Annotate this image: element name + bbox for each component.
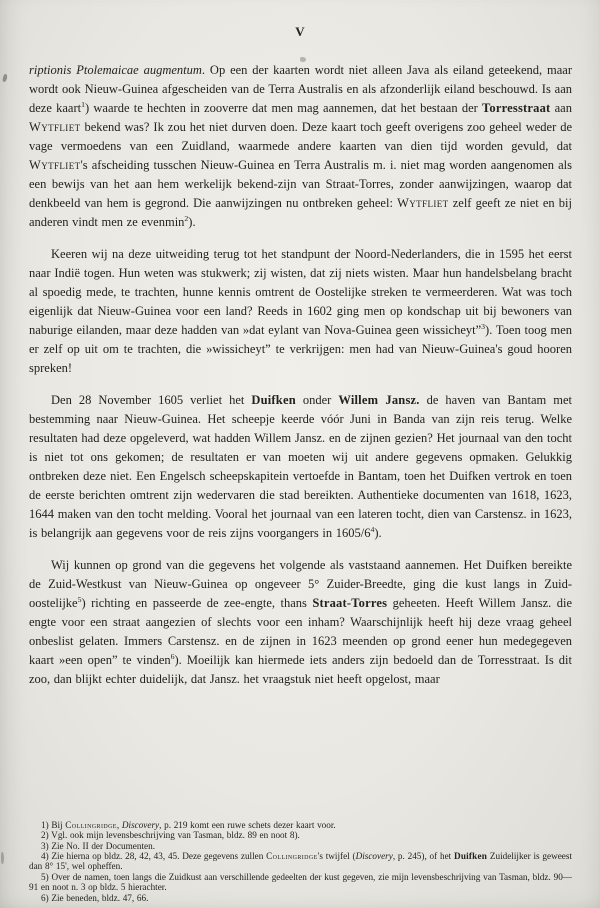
paragraph-1: riptionis Ptolemaicae augmentum. Op een der kaarten wordt niet alleen Java als eiland geteekend, maar wordt ook Nieuw-Guinea afgescheiden van de Terra Australis en als afzonderlijk eiland beschouwd. Is aan deze kaart$^1$) waarde te hechten in zooverre dat men mag aannemen, dat het bestaan der Torresstraat aan Wytfliet bekend was? Ik zou het niet durven doen. Deze kaart toch geeft overigens zoo geheel weder de vage vermoedens van een Zuidland, waarmede andere kaarten van dien tijd worden gevuld, dat Wytfliet's afscheiding tusschen Nieuw-Guinea en Terra Australis m. i. niet mag worden aangenomen als een bewijs van het aan hem werkelijk bekend-zijn van Straat-Torres, zonder aanwijzingen, waarop dat denkbeeld van hem is gegrond. Die aanwijzingen nu ontbreken geheel: Wytfliet zelf geeft ze niet en bij anderen vindt men ze evenmin$^2$).	[29, 63, 573, 229]
paragraph-3: Den 28 November 1605 verliet het Duifken onder Willem Jansz. de haven van Bantam met bestemming naar Nieuw-Guinea. Het scheepje keerde vóór Juni in Banda van zijn reis terug. Welke resultaten had deze opgeleverd, wat hadden Willem Jansz. en de zijnen gezien? Het journaal van den tocht is niet tot ons gekomen; de resultaten er van moeten wij uit andere gegevens opmaken. Gelukkig ontbreken deze niet. Een Engelsch scheepskapitein vertoefde in Bantam, toen het Duifken vertrok en toen de eerste berichten omtrent zijn wedervaren die stad bereikten. Authentieke documenten van 1618, 1623, 1644 maken van den tocht melding. Vooral het journaal van een lateren tocht, dien van Carstensz. in 1623, is belangrijk aan gegevens voor de reis zijns voorgangers in $1605/6^4$).	[29, 393, 572, 540]
footnote-3: 3) Zie No. II der Documenten.	[41, 840, 155, 851]
paragraph-2: Keeren wij na deze uitweiding terug tot het standpunt der Noord-Nederlanders, die in 1595 het eerst naar Indië togen. Hun weten was stukwerk; zij wisten, dat zij niets wisten. Maar hun handelsbelang bracht al spoedig mede, te trachten, hunne kennis omtrent de Oostelijke streken te vermeerderen. Wat was toch eigenlijk dat Nieuw-Guinea voor een land? Reeds in 1602 ging men op kondschap uit bij bewoners van naburige eilanden, maar deze hadden van »dat eylant van Nova-Guinea geen wissicheyt”$^3$). Toen toog men er zelf op uit om te trachten, die »wissicheyt” te verkrijgen: men had van Nieuw-Guinea's goud hooren spreken!	[29, 247, 573, 375]
footnote-6: 6) Zie beneden, bldz. 47, 66.	[41, 892, 149, 903]
page-number: V	[295, 24, 306, 39]
body-text	[29, 61, 572, 689]
paragraph-4: Wij kunnen op grond van die gegevens het volgende als vaststaand aannemen. Het Duifken bereikte de Zuid-Westkust van Nieuw-Guinea op ongeveer 5° Zuider-Breedte, ging die kust langs in Zuid-oostelijke$^5$) richting en passeerde de zee-engte, thans Straat-Torres geheeten. Heeft Willem Jansz. die engte voor een straat aangezien of slechts voor een inham? Waarschijnlijk heeft hij deze vraag geheel onbeslist gelaten. Immers Carstensz. en de zijnen in 1623 meenden op grond eener hun medegegeven kaart »een open” te vinden$^6$). Moeilijk kan hiermede iets anders zijn bedoeld dan de Torresstraat. Is dit zoo, dan blijkt echter duidelijk, dat Jansz. het vraagstuk niet heeft opgelost, maar	[29, 558, 572, 686]
footnote-5: 5) Over de namen, toen langs die Zuidkust aan verschillende gedeelten der kust gegeven, zie mijn levensbeschrijving van Tasman, bldz. 90—91 en noot n. 3 op bldz. 5 hierachter.	[29, 871, 572, 893]
paper-speck	[300, 57, 306, 62]
paper-speck	[1, 852, 4, 864]
footnote-2: 2) Vgl. ook mijn levensbeschrijving van Tasman, bldz. 89 en noot 8).	[41, 830, 300, 841]
paper-speck	[2, 74, 8, 83]
footnote-4: 4) Zie hierna op bldz. 28, 42, 43, 45. Deze gegevens zullen Collingridge's twijfel (Discovery, p. 245), of het Duifken Zuidelijker is geweest dan 8° 15', wel opheffen.	[29, 850, 572, 872]
footnote-1: 1) Bij Collingridge, Discovery, p. 219 komt een ruwe schets dezer kaart voor.	[41, 819, 336, 830]
footnotes-section	[29, 820, 572, 903]
